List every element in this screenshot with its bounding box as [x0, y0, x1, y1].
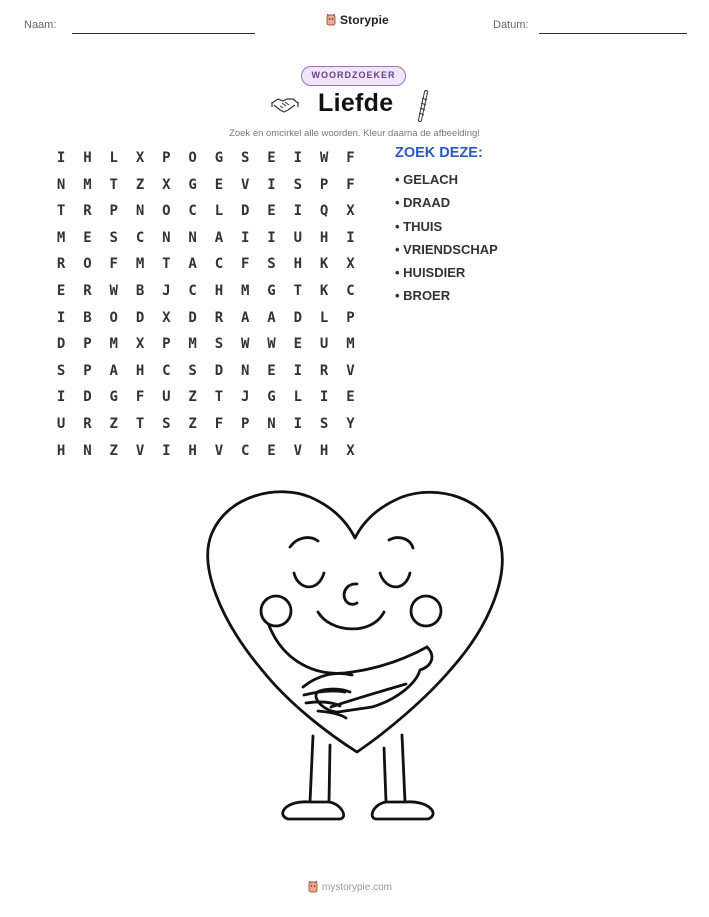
grid-letter[interactable]: N	[56, 176, 66, 193]
brand-name: Storypie	[340, 13, 389, 27]
grid-letter[interactable]: U	[319, 336, 329, 353]
grid-row	[48, 198, 364, 225]
grid-letter[interactable]: E	[83, 229, 92, 246]
grid-letter[interactable]: T	[109, 176, 118, 193]
grid-letter[interactable]: D	[135, 309, 145, 326]
grid-letter[interactable]: E	[346, 389, 355, 406]
handshake-icon	[270, 94, 300, 116]
grid-letter[interactable]: P	[241, 415, 250, 432]
grid-letter[interactable]: E	[267, 203, 276, 220]
grid-letter[interactable]: E	[267, 442, 276, 459]
grid-letter[interactable]: A	[214, 229, 224, 246]
grid-letter[interactable]: L	[319, 309, 329, 326]
instructions: Zoek en omcirkel alle woorden. Kleur daarna de afbeelding!	[229, 128, 480, 139]
grid-letter[interactable]: Z	[109, 415, 118, 432]
grid-letter[interactable]: C	[188, 203, 197, 220]
grid-letter[interactable]: G	[267, 389, 276, 406]
grid-letter[interactable]: N	[188, 229, 197, 246]
braid-icon	[413, 90, 433, 122]
grid-letter[interactable]: C	[135, 229, 145, 246]
grid-letter[interactable]: S	[267, 256, 276, 273]
grid-letter[interactable]: E	[56, 282, 66, 299]
grid-letter[interactable]: E	[267, 362, 276, 379]
grid-letter[interactable]: L	[293, 389, 303, 406]
grid-letter[interactable]: X	[135, 150, 145, 166]
grid-letter[interactable]: N	[241, 362, 250, 379]
grid-letter[interactable]: P	[346, 309, 355, 326]
grid-letter[interactable]: D	[241, 203, 250, 220]
grid-letter[interactable]: E	[214, 176, 224, 193]
grid-letter[interactable]: S	[56, 362, 66, 379]
grid-letter[interactable]: A	[188, 256, 197, 273]
grid-letter[interactable]: J	[241, 389, 250, 406]
grid-letter[interactable]: U	[162, 389, 171, 406]
grid-letter[interactable]: H	[135, 362, 145, 379]
grid-letter[interactable]: D	[293, 309, 303, 326]
grid-letter[interactable]: W	[109, 282, 118, 299]
grid-letter[interactable]: H	[293, 256, 303, 273]
grid-letter[interactable]: F	[135, 389, 145, 406]
grid-letter[interactable]: W	[319, 150, 329, 166]
grid-letter[interactable]: C	[214, 256, 224, 273]
grid-letter[interactable]: H	[319, 442, 329, 459]
grid-letter[interactable]: T	[162, 256, 171, 273]
grid-letter[interactable]: Z	[109, 442, 118, 459]
grid-letter[interactable]: T	[56, 203, 66, 220]
grid-letter[interactable]: Z	[188, 389, 197, 406]
grid-letter[interactable]: I	[293, 415, 303, 432]
grid-letter[interactable]: X	[162, 309, 171, 326]
grid-letter[interactable]: P	[109, 203, 118, 220]
grid-letter[interactable]: T	[214, 389, 224, 406]
grid-letter[interactable]: R	[214, 309, 224, 326]
grid-row	[48, 331, 364, 358]
brand-logo	[325, 13, 389, 27]
word-list-item: • HUISDIER	[395, 265, 466, 281]
grid-letter[interactable]: X	[346, 203, 355, 220]
grid-letter[interactable]: X	[162, 176, 171, 193]
grid-letter[interactable]: K	[319, 256, 329, 273]
grid-letter[interactable]: R	[56, 256, 66, 273]
grid-letter[interactable]: D	[83, 389, 92, 406]
grid-letter[interactable]: M	[56, 229, 66, 246]
grid-letter[interactable]: S	[109, 229, 118, 246]
grid-letter[interactable]: C	[346, 282, 355, 299]
grid-letter[interactable]: C	[188, 282, 197, 299]
grid-letter[interactable]: A	[109, 362, 118, 379]
grid-letter[interactable]: O	[83, 256, 92, 273]
grid-letter[interactable]: B	[83, 309, 92, 326]
grid-row	[48, 438, 364, 465]
grid-letter[interactable]: G	[188, 176, 197, 193]
grid-letter[interactable]: R	[83, 282, 92, 299]
grid-letter[interactable]: I	[162, 442, 171, 459]
grid-letter[interactable]: D	[56, 336, 66, 353]
grid-row	[48, 411, 364, 438]
word-list-item: • THUIS	[395, 218, 443, 234]
grid-letter[interactable]: U	[293, 229, 303, 246]
grid-letter[interactable]: W	[241, 336, 250, 353]
grid-letter[interactable]: K	[319, 282, 329, 299]
word-list-item: • VRIENDSCHAP	[395, 241, 498, 257]
grid-letter[interactable]: T	[293, 282, 303, 299]
grid-row	[48, 305, 364, 332]
word-list-title: ZOEK DEZE:	[395, 145, 483, 161]
grid-letter[interactable]: I	[241, 229, 250, 246]
grid-letter[interactable]: H	[319, 229, 329, 246]
grid-letter[interactable]: Y	[346, 415, 355, 432]
grid-row	[48, 384, 364, 411]
grid-letter[interactable]: I	[293, 150, 303, 166]
grid-letter[interactable]: Z	[135, 176, 145, 193]
grid-letter[interactable]: Q	[319, 203, 329, 220]
grid-letter[interactable]: F	[214, 415, 224, 432]
storypie-icon	[307, 880, 319, 894]
grid-letter[interactable]: O	[188, 150, 197, 166]
grid-letter[interactable]: B	[135, 282, 145, 299]
grid-letter[interactable]: I	[319, 389, 329, 406]
category-badge: WOORDZOEKER	[301, 66, 406, 86]
grid-letter[interactable]: I	[293, 203, 303, 220]
grid-letter[interactable]: V	[346, 362, 355, 379]
grid-letter[interactable]: S	[319, 415, 329, 432]
grid-letter[interactable]: W	[267, 336, 276, 353]
grid-letter[interactable]: R	[83, 415, 92, 432]
grid-letter[interactable]: O	[162, 203, 171, 220]
grid-letter[interactable]: E	[267, 150, 276, 166]
grid-letter[interactable]: R	[83, 203, 92, 220]
date-line	[539, 33, 687, 34]
grid-letter[interactable]: F	[346, 150, 355, 166]
footer	[307, 880, 392, 894]
grid-letter[interactable]: L	[109, 150, 118, 166]
grid-letter[interactable]: P	[319, 176, 329, 193]
grid-letter[interactable]: V	[293, 442, 303, 459]
grid-letter[interactable]: U	[56, 415, 66, 432]
grid-letter[interactable]: P	[83, 362, 92, 379]
grid-letter[interactable]: N	[83, 442, 92, 459]
grid-letter[interactable]: M	[188, 336, 197, 353]
grid-letter[interactable]: R	[319, 362, 329, 379]
grid-letter[interactable]: D	[188, 309, 197, 326]
grid-letter[interactable]: P	[162, 336, 171, 353]
grid-letter[interactable]: N	[162, 229, 171, 246]
storypie-icon	[325, 13, 337, 27]
grid-letter[interactable]: P	[83, 336, 92, 353]
date-label: Datum:	[493, 19, 529, 31]
grid-letter[interactable]: V	[135, 442, 145, 459]
name-line	[72, 33, 255, 34]
footer-url[interactable]: mystorypie.com	[322, 881, 393, 893]
grid-row	[48, 278, 364, 305]
grid-letter[interactable]: M	[346, 336, 355, 353]
grid-letter[interactable]: G	[109, 389, 118, 406]
grid-row	[48, 145, 364, 172]
grid-letter[interactable]: X	[346, 442, 355, 459]
grid-letter[interactable]: S	[293, 176, 303, 193]
grid-letter[interactable]: I	[267, 229, 276, 246]
grid-letter[interactable]: I	[267, 176, 276, 193]
grid-letter[interactable]: V	[214, 442, 224, 459]
word-list-item: • BROER	[395, 288, 451, 304]
grid-letter[interactable]: L	[214, 203, 224, 220]
grid-letter[interactable]: O	[109, 309, 118, 326]
grid-row	[48, 172, 364, 199]
grid-letter[interactable]: A	[267, 309, 276, 326]
grid-letter[interactable]: J	[162, 282, 171, 299]
grid-letter[interactable]: H	[83, 150, 92, 166]
grid-letter[interactable]: S	[241, 150, 250, 166]
grid-letter[interactable]: I	[56, 389, 66, 406]
grid-letter[interactable]: M	[135, 256, 145, 273]
grid-letter[interactable]: T	[135, 415, 145, 432]
grid-row	[48, 225, 364, 252]
grid-letter[interactable]: H	[188, 442, 197, 459]
grid-letter[interactable]: H	[56, 442, 66, 459]
grid-row	[48, 358, 364, 385]
grid-letter[interactable]: E	[293, 336, 303, 353]
grid-letter[interactable]: F	[346, 176, 355, 193]
page-title: Liefde	[318, 89, 394, 117]
grid-letter[interactable]: I	[293, 362, 303, 379]
grid-letter[interactable]: I	[346, 229, 355, 246]
grid-letter[interactable]: F	[241, 256, 250, 273]
grid-letter[interactable]: G	[214, 150, 224, 166]
heart-coloring-image	[200, 478, 520, 833]
word-list-item: • GELACH	[395, 172, 459, 187]
grid-letter[interactable]: S	[188, 362, 197, 379]
grid-letter[interactable]: M	[241, 282, 250, 299]
grid-letter[interactable]: S	[214, 336, 224, 353]
name-label: Naam:	[24, 19, 57, 31]
grid-letter[interactable]: P	[162, 150, 171, 166]
grid-letter[interactable]: A	[241, 309, 250, 326]
grid-letter[interactable]: F	[109, 256, 118, 273]
grid-letter[interactable]: H	[214, 282, 224, 299]
grid-letter[interactable]: N	[135, 203, 145, 220]
word-list-item: • DRAAD	[395, 195, 451, 211]
grid-letter[interactable]: X	[346, 256, 355, 273]
grid-letter[interactable]: I	[56, 309, 66, 326]
grid-letter[interactable]: M	[83, 176, 92, 193]
letter-grid	[48, 145, 364, 464]
grid-letter[interactable]: X	[135, 336, 145, 353]
grid-row	[48, 251, 364, 278]
grid-letter[interactable]: M	[109, 336, 118, 353]
grid-letter[interactable]: V	[241, 176, 250, 193]
grid-letter[interactable]: Z	[188, 415, 197, 432]
grid-letter[interactable]: G	[267, 282, 276, 299]
grid-letter[interactable]: I	[56, 150, 66, 166]
grid-letter[interactable]: C	[241, 442, 250, 459]
grid-letter[interactable]: N	[267, 415, 276, 432]
grid-letter[interactable]: S	[162, 415, 171, 432]
grid-letter[interactable]: C	[162, 362, 171, 379]
word-list	[395, 170, 498, 310]
grid-letter[interactable]: D	[214, 362, 224, 379]
